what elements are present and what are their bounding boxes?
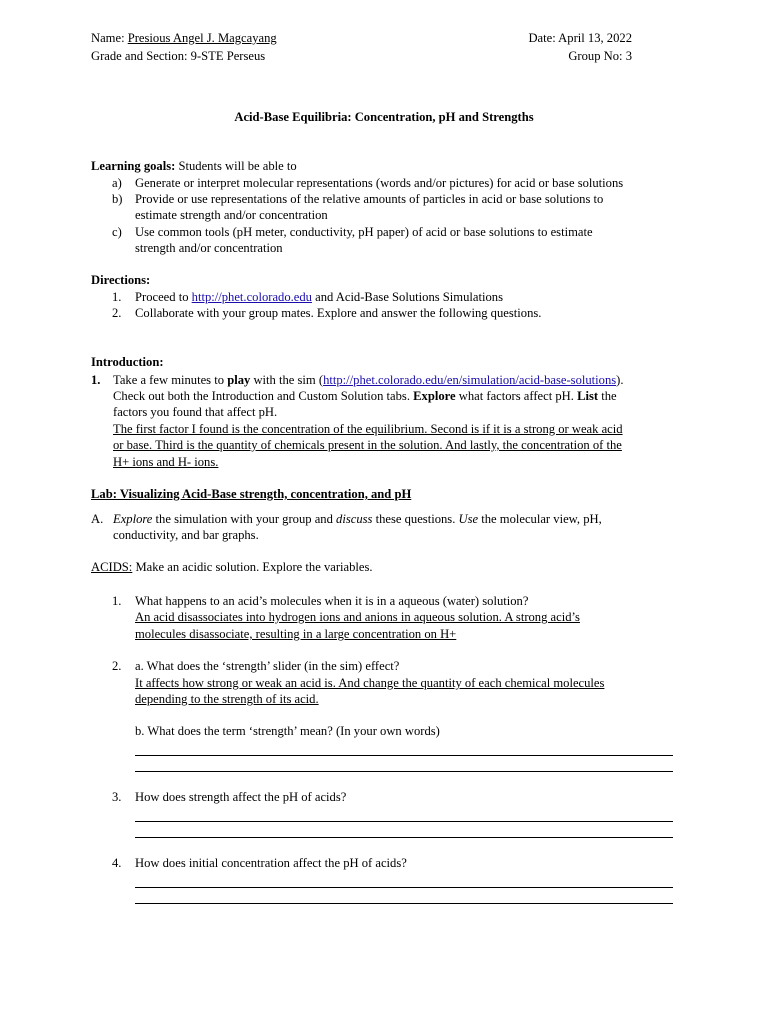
date: Date: April 13, 2022 — [528, 31, 632, 45]
lab-a-line-2: conductivity, and bar graphs. — [113, 528, 259, 542]
intro-q1-text-e: what factors affect pH. — [455, 389, 578, 403]
introduction-heading: Introduction: — [91, 355, 164, 369]
q2b-text: b. What does the term ‘strength’ mean? (In your own words) — [135, 724, 440, 738]
q3-marker: 3. — [112, 790, 122, 804]
q1-answer-line-1: An acid disassociates into hydrogen ions and anions in aqueous solution. A strong acid’s — [135, 610, 580, 624]
lab-a-text-2: these questions. — [372, 512, 459, 526]
goal-marker-a: a) — [112, 176, 122, 190]
intro-answer-line-2: or base. Third is the quantity of chemicals present in the solution. And lastly, the concentration of the — [113, 438, 622, 452]
intro-q1-line-3: factors you found that affect pH. — [113, 405, 278, 419]
q4-answer-rule-1[interactable] — [135, 887, 673, 888]
goal-a-line-1: Generate or interpret molecular representations (words and/or pictures) for acid or base solutions — [135, 176, 624, 190]
lab-a-text-3: the molecular view, pH, — [478, 512, 602, 526]
grade-section: Grade and Section: 9-STE Perseus — [91, 49, 266, 63]
q1-marker: 1. — [112, 594, 122, 608]
direction-item-1 — [135, 289, 503, 306]
goal-c-line-2: strength and/or concentration — [135, 241, 283, 255]
intro-q1-play: play — [227, 373, 251, 387]
acids-text: Make an acidic solution. Explore the variables. — [132, 560, 373, 574]
direction-1-suffix: and Acid-Base Solutions Simulations — [311, 290, 503, 304]
goal-marker-b: b) — [112, 192, 123, 206]
goal-b-line-1: Provide or use representations of the relative amounts of particles in acid or base solutions to — [135, 192, 604, 206]
phet-sim-link[interactable]: http://phet.colorado.edu/en/simulation/acid-base-solutions — [323, 373, 617, 387]
intro-q1-line-1 — [113, 372, 624, 389]
direction-marker-2: 2. — [112, 306, 122, 320]
intro-q1-text-a: Take a few minutes to — [113, 373, 228, 387]
name-line — [91, 30, 277, 47]
q1-text: What happens to an acid’s molecules when it is in a aqueous (water) solution? — [135, 594, 529, 608]
q4-marker: 4. — [112, 856, 122, 870]
name-label: Name: — [91, 31, 128, 45]
acids-label: ACIDS: — [91, 560, 133, 574]
intro-q1-text-f: the — [598, 389, 617, 403]
lab-a-text-1: the simulation with your group and — [152, 512, 337, 526]
learning-goals-intro: Students will be able to — [175, 159, 297, 173]
q3-text: How does strength affect the pH of acids? — [135, 790, 347, 804]
goal-c-line-1: Use common tools (pH meter, conductivity, pH paper) of acid or base solutions to estimate — [135, 225, 593, 239]
goal-marker-c: c) — [112, 225, 122, 239]
directions-heading: Directions: — [91, 273, 151, 287]
page-title: Acid-Base Equilibria: Concentration, pH and Strengths — [234, 110, 534, 124]
intro-q1-marker: 1. — [91, 373, 101, 387]
acids-line — [91, 559, 373, 576]
intro-q1-list: List — [577, 389, 599, 403]
phet-home-link[interactable]: http://phet.colorado.edu — [191, 290, 312, 304]
q1-answer-line-2: molecules disassociate, resulting in a large concentration on H+ — [135, 627, 457, 641]
lab-a-line-1 — [113, 511, 602, 528]
intro-q1-line-2 — [113, 388, 617, 405]
lab-a-discuss: discuss — [336, 512, 373, 526]
goal-b-line-2: estimate strength and/or concentration — [135, 208, 328, 222]
intro-q1-text-b: with the sim ( — [250, 373, 324, 387]
q4-text: How does initial concentration affect the pH of acids? — [135, 856, 407, 870]
q3-answer-rule-1[interactable] — [135, 821, 673, 822]
q2a-answer-line-2: depending to the strength of its acid. — [135, 692, 319, 706]
q4-answer-rule-2[interactable] — [135, 903, 673, 904]
learning-goals-line — [91, 158, 297, 175]
q2a-text: a. What does the ‘strength’ slider (in the sim) effect? — [135, 659, 400, 673]
q3-answer-rule-2[interactable] — [135, 837, 673, 838]
q2b-answer-rule-2[interactable] — [135, 771, 673, 772]
q2-marker: 2. — [112, 659, 122, 673]
direction-marker-1: 1. — [112, 290, 122, 304]
intro-q1-text-d: Check out both the Introduction and Custom Solution tabs. — [113, 389, 414, 403]
learning-goals-heading: Learning goals: — [91, 159, 176, 173]
lab-heading: Lab: Visualizing Acid-Base strength, concentration, and pH — [91, 487, 412, 501]
direction-item-2: Collaborate with your group mates. Explore and answer the following questions. — [135, 306, 542, 320]
lab-a-use: Use — [458, 512, 479, 526]
intro-q1-text-c: ). — [616, 373, 624, 387]
q2b-answer-rule-1[interactable] — [135, 755, 673, 756]
lab-a-marker: A. — [91, 512, 104, 526]
lab-a-explore: Explore — [113, 512, 153, 526]
intro-answer-line-3: H+ ions and H- ions. — [113, 455, 219, 469]
student-name: Presious Angel J. Magcayang — [127, 31, 277, 45]
q2a-answer-line-1: It affects how strong or weak an acid is. And change the quantity of each chemical molecules — [135, 676, 605, 690]
direction-1-prefix: Proceed to — [135, 290, 192, 304]
intro-answer-line-1: The first factor I found is the concentration of the equilibrium. Second is if it is a strong or weak acid — [113, 422, 623, 436]
group-number: Group No: 3 — [568, 49, 632, 63]
intro-q1-explore: Explore — [413, 389, 456, 403]
